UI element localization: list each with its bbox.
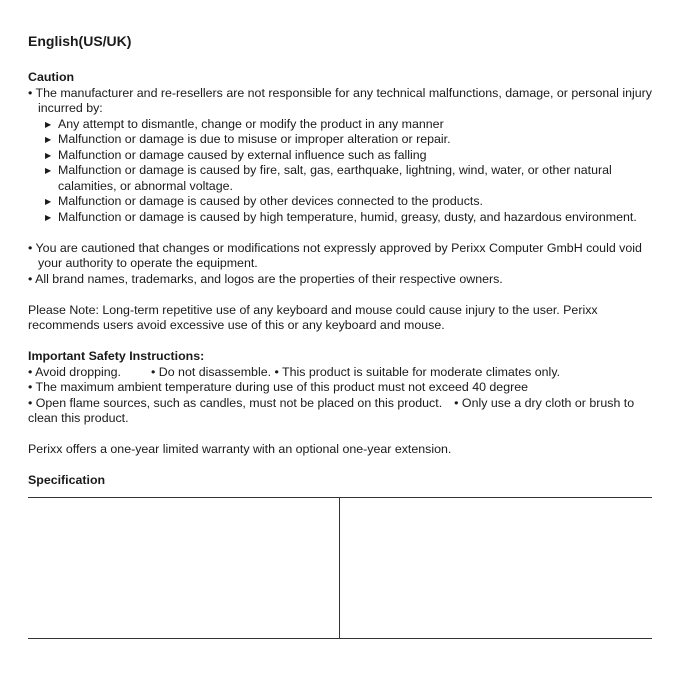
safety-heading: Important Safety Instructions: xyxy=(28,349,205,363)
language-title: English(US/UK) xyxy=(28,33,132,49)
caution-heading: Caution xyxy=(28,70,75,84)
caution-list xyxy=(28,117,656,226)
triangle-bullet-icon: ▶ xyxy=(45,212,52,222)
list-item: ▶ Malfunction or damage is caused by fire, salt, gas, earthquake, lightning, wind, water, or other natural calamities, or abnormal voltage. xyxy=(45,163,612,193)
manual-page xyxy=(28,32,656,489)
please-note: Please Note: Long-term repetitive use of any keyboard and mouse could cause injury to the user. Perixx recommends users avoid excessive use of this or any keyboard and mouse. xyxy=(28,302,598,332)
safety-line-3: • Open flame sources, such as candles, must not be placed on this product. • Only use a dry cloth or brush to clean this product. xyxy=(28,395,635,425)
list-item: ▶ Malfunction or damage is due to misuse or improper alteration or repair. xyxy=(45,132,451,146)
safety-line-1: • Avoid dropping. • Do not disassemble. • This product is suitable for moderate climates only. xyxy=(28,364,561,379)
triangle-bullet-icon: ▶ xyxy=(45,119,52,129)
specification-table xyxy=(28,497,652,639)
triangle-bullet-icon: ▶ xyxy=(45,166,52,175)
list-item: ▶ Malfunction or damage caused by external influence such as falling xyxy=(45,147,427,162)
trademark-notice: • All brand names, trademarks, and logos are the properties of their respective owners. xyxy=(28,271,503,286)
table-column-divider xyxy=(339,498,340,638)
warranty-text: Perixx offers a one-year limited warranty with an optional one-year extension. xyxy=(28,442,452,456)
triangle-bullet-icon: ▶ xyxy=(45,150,52,160)
list-item: ▶ Malfunction or damage is caused by other devices connected to the products. xyxy=(45,194,483,208)
caution-intro: • The manufacturer and re-resellers are not responsible for any technical malfunctions, damage, or personal injury incurred by: xyxy=(28,85,652,115)
list-item: ▶ Malfunction or damage is caused by high temperature, humid, greasy, dusty, and hazardous environment. xyxy=(45,209,637,224)
triangle-bullet-icon: ▶ xyxy=(45,197,52,206)
specification-heading: Specification xyxy=(28,473,106,487)
safety-line-2: • The maximum ambient temperature during use of this product must not exceed 40 degree xyxy=(28,380,528,394)
triangle-bullet-icon: ▶ xyxy=(45,135,52,144)
modification-notice: • You are cautioned that changes or modifications not expressly approved by Perixx Computer GmbH could void your authority to operate the equipment. xyxy=(28,240,642,270)
list-item: ▶ Any attempt to dismantle, change or modify the product in any manner xyxy=(45,116,444,131)
